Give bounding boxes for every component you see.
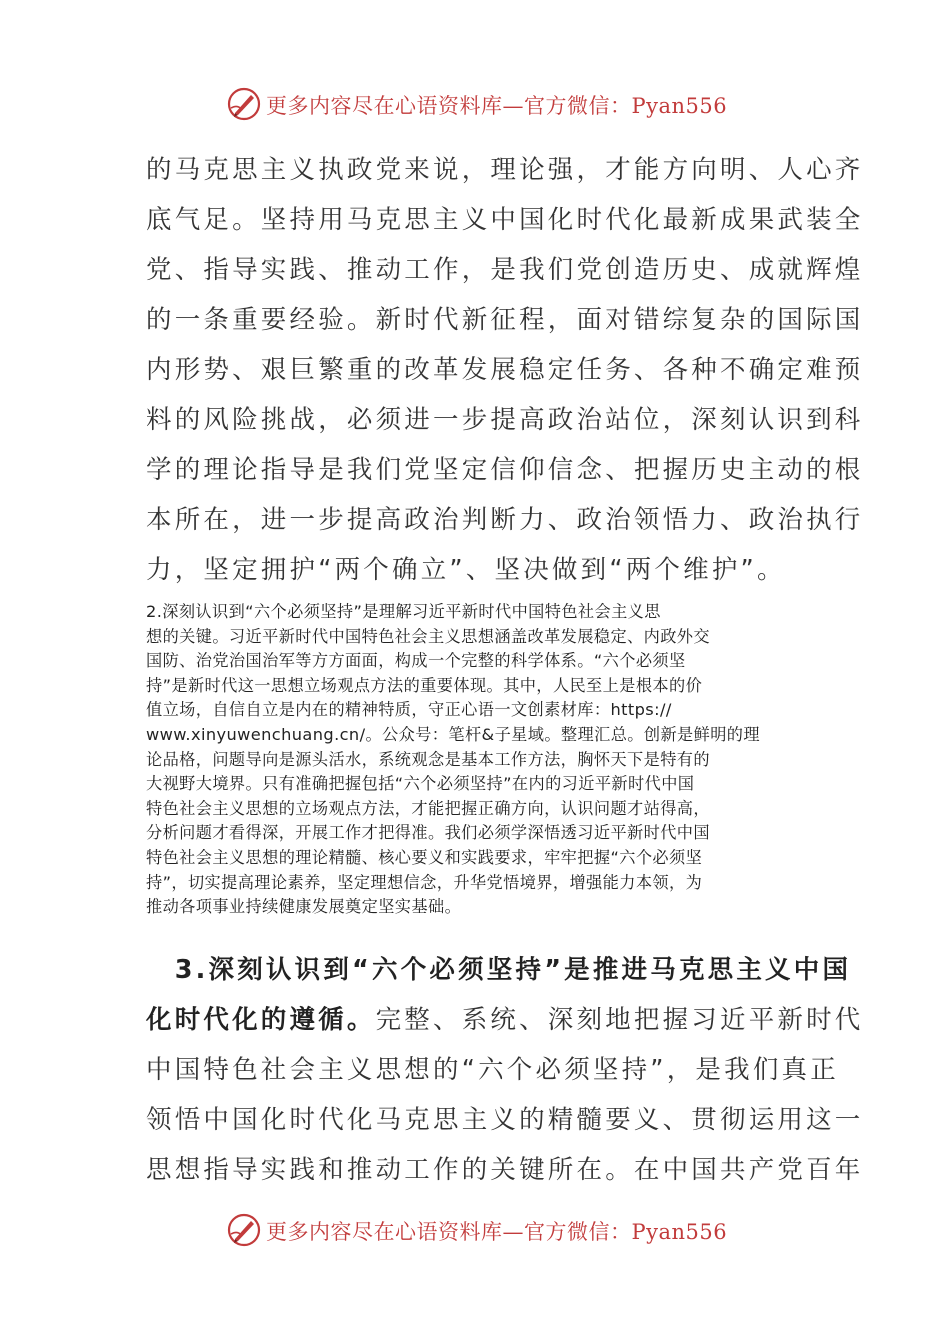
paragraph-2 (146, 600, 806, 920)
section-heading-end: 化时代化的遵循。 (146, 1005, 376, 1035)
text-line: 持”是新时代这一思想立场观点方法的重要体现。其中，人民至上是根本的价 (146, 675, 703, 695)
text-line: 料的风险挑战，必须进一步提高政治站位，深刻认识到科 (146, 405, 864, 435)
text-line: 的一条重要经验。新时代新征程，面对错综复杂的国际国 (146, 305, 864, 335)
text-line: 大视野大境界。只有准确把握包括“六个必须坚持”在内的习近平新时代中国 (146, 774, 695, 794)
text-line: 论品格，问题导向是源头活水，系统观念是基本工作方法，胸怀天下是特有的 (146, 749, 710, 769)
text-line: 本所在，进一步提高政治判断力、政治领悟力、政治执行 (146, 505, 864, 535)
text-line: 力，坚定拥护“两个确立”、坚决做到“两个维护”。 (146, 555, 786, 585)
text-line: 分析问题才看得深，开展工作才把得准。我们必须学深悟透习近平新时代中国 (146, 823, 710, 843)
text-line: 底气足。坚持用马克思主义中国化时代化最新成果武装全 (146, 205, 864, 235)
text-line: 的马克思主义执政党来说，理论强，才能方向明、人心齐 (146, 155, 864, 185)
text-line (146, 995, 864, 1045)
header-banner (0, 84, 950, 124)
text-line: 值立场，自信自立是内在的精神特质，守正心语一文创素材库：https:// (146, 700, 672, 720)
section-heading: 3.深刻认识到“六个必须坚持”是推进马克思主义中国 (146, 955, 852, 985)
pen-logo-icon (226, 86, 262, 122)
text-line: www.xinyuwenchuang.cn/。公众号：笔杆&子星域。整理汇总。创新是鲜明的理 (146, 724, 760, 744)
text-line: 持”，切实提高理论素养，坚定理想信念，升华党悟境界，增强能力本领，为 (146, 872, 703, 892)
footer-banner-text: 更多内容尽在心语资料库—官方微信：Pyan556 (266, 1220, 728, 1244)
footer-banner (0, 1210, 950, 1250)
text-span: 完整、系统、深刻地把握习近平新时代 (375, 1005, 864, 1035)
text-line: 中国特色社会主义思想的“六个必须坚持”，是我们真正 (146, 1055, 839, 1085)
text-line: 特色社会主义思想的理论精髓、核心要义和实践要求，牢牢把握“六个必须坚 (146, 847, 703, 867)
text-line: 国防、治党治国治军等方方面面，构成一个完整的科学体系。“六个必须坚 (146, 651, 686, 671)
paragraph-3 (146, 945, 864, 1195)
text-line: 想的关键。习近平新时代中国特色社会主义思想涵盖改革发展稳定、内政外交 (146, 626, 710, 646)
text-line: 特色社会主义思想的立场观点方法，才能把握正确方向，认识问题才站得高， (146, 798, 710, 818)
text-line: 推动各项事业持续健康发展奠定坚实基础。 (146, 897, 462, 917)
text-line: 2.深刻认识到“六个必须坚持”是理解习近平新时代中国特色社会主义思 (146, 602, 661, 621)
text-line: 党、指导实践、推动工作，是我们党创造历史、成就辉煌 (146, 255, 864, 285)
text-line: 领悟中国化时代化马克思主义的精髓要义、贯彻运用这一 (146, 1105, 864, 1135)
pen-logo-icon (226, 1212, 262, 1248)
text-line: 内形势、艰巨繁重的改革发展稳定任务、各种不确定难预 (146, 355, 864, 385)
text-line: 思想指导实践和推动工作的关键所在。在中国共产党百年 (146, 1155, 864, 1185)
header-banner-text: 更多内容尽在心语资料库—官方微信：Pyan556 (266, 94, 728, 118)
paragraph-1 (146, 145, 864, 595)
text-line: 学的理论指导是我们党坚定信仰信念、把握历史主动的根 (146, 455, 864, 485)
